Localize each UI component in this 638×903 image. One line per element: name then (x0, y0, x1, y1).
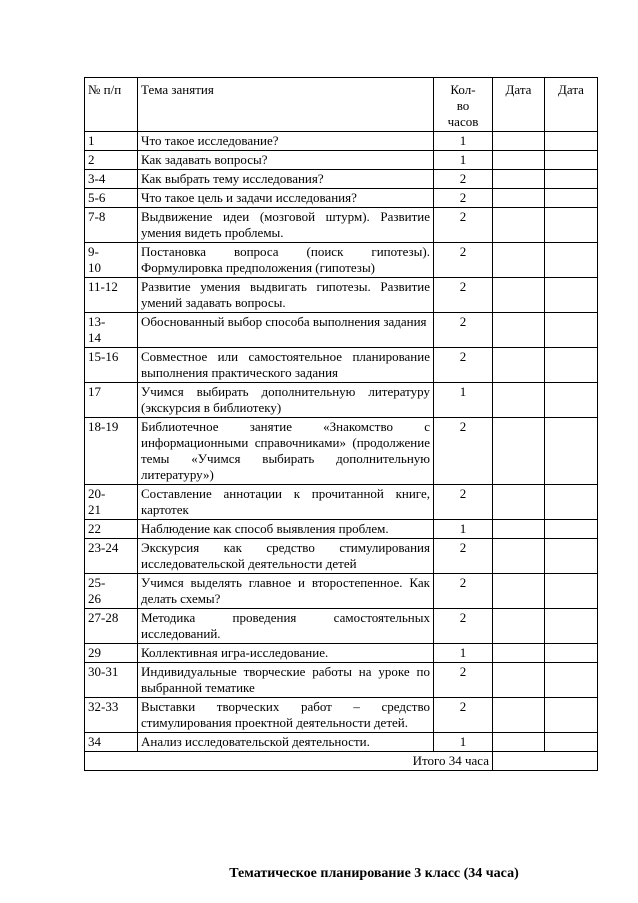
row-date-2 (545, 574, 598, 609)
table-row (85, 278, 598, 313)
row-num: 20- 21 (85, 485, 138, 520)
row-date-1 (493, 189, 545, 208)
row-date-1 (493, 644, 545, 663)
table-row (85, 208, 598, 243)
row-date-1 (493, 733, 545, 752)
row-topic: Составление аннотации к прочитанной книге, картотек (138, 485, 434, 520)
row-num: 32-33 (85, 698, 138, 733)
row-hours: 2 (434, 278, 493, 313)
row-topic: Выставки творческих работ – средство стимулирования проектной деятельности детей. (138, 698, 434, 733)
row-date-2 (545, 278, 598, 313)
row-num: 13- 14 (85, 313, 138, 348)
row-topic: Экскурсия как средство стимулирования исследовательской деятельности детей (138, 539, 434, 574)
header-topic: Тема занятия (138, 78, 434, 132)
row-hours: 2 (434, 170, 493, 189)
row-date-1 (493, 278, 545, 313)
row-num: 25- 26 (85, 574, 138, 609)
header-date-2: Дата (545, 78, 598, 132)
row-num: 29 (85, 644, 138, 663)
row-topic: Выдвижение идеи (мозговой штурм). Развитие умения видеть проблемы. (138, 208, 434, 243)
page-title: Тематическое планирование 3 класс (34 часа) (229, 866, 519, 881)
table-row (85, 520, 598, 539)
row-num: 34 (85, 733, 138, 752)
total-row (85, 752, 598, 771)
row-date-1 (493, 418, 545, 485)
row-hours: 2 (434, 574, 493, 609)
row-date-1 (493, 348, 545, 383)
row-num: 3-4 (85, 170, 138, 189)
row-date-1 (493, 520, 545, 539)
row-num: 9- 10 (85, 243, 138, 278)
table-row (85, 243, 598, 278)
row-date-2 (545, 698, 598, 733)
row-hours: 2 (434, 189, 493, 208)
row-date-1 (493, 151, 545, 170)
row-hours: 2 (434, 418, 493, 485)
row-date-2 (545, 208, 598, 243)
row-topic: Что такое цель и задачи исследования? (138, 189, 434, 208)
row-topic: Обоснованный выбор способа выполнения задания (138, 313, 434, 348)
table-row (85, 348, 598, 383)
row-date-1 (493, 208, 545, 243)
row-topic: Наблюдение как способ выявления проблем. (138, 520, 434, 539)
row-date-2 (545, 243, 598, 278)
table-row (85, 574, 598, 609)
table-header-row (85, 78, 598, 132)
row-topic: Как задавать вопросы? (138, 151, 434, 170)
row-topic: Учимся выбирать дополнительную литературу (экскурсия в библиотеку) (138, 383, 434, 418)
row-date-2 (545, 733, 598, 752)
row-date-2 (545, 151, 598, 170)
row-num: 22 (85, 520, 138, 539)
row-num: 5-6 (85, 189, 138, 208)
row-date-2 (545, 539, 598, 574)
table-row (85, 132, 598, 151)
row-num: 30-31 (85, 663, 138, 698)
row-date-1 (493, 132, 545, 151)
table-row (85, 151, 598, 170)
row-date-1 (493, 485, 545, 520)
row-date-2 (545, 313, 598, 348)
header-num: № п/п (85, 78, 138, 132)
row-topic: Анализ исследовательской деятельности. (138, 733, 434, 752)
row-topic: Что такое исследование? (138, 132, 434, 151)
row-hours: 2 (434, 698, 493, 733)
row-hours: 1 (434, 644, 493, 663)
table-row (85, 539, 598, 574)
header-date-1: Дата (493, 78, 545, 132)
row-num: 7-8 (85, 208, 138, 243)
row-date-2 (545, 383, 598, 418)
row-date-1 (493, 170, 545, 189)
row-date-1 (493, 574, 545, 609)
table-row (85, 189, 598, 208)
row-topic: Совместное или самостоятельное планирование выполнения практического задания (138, 348, 434, 383)
row-hours: 2 (434, 313, 493, 348)
row-hours: 2 (434, 539, 493, 574)
table-row (85, 383, 598, 418)
row-num: 23-24 (85, 539, 138, 574)
row-hours: 1 (434, 520, 493, 539)
row-num: 18-19 (85, 418, 138, 485)
table-row (85, 313, 598, 348)
row-date-2 (545, 644, 598, 663)
row-topic: Коллективная игра-исследование. (138, 644, 434, 663)
row-date-2 (545, 348, 598, 383)
row-topic: Постановка вопроса (поиск гипотезы). Формулировка предположения (гипотезы) (138, 243, 434, 278)
table-row (85, 644, 598, 663)
row-date-2 (545, 609, 598, 644)
row-num: 11-12 (85, 278, 138, 313)
row-num: 17 (85, 383, 138, 418)
row-hours: 2 (434, 348, 493, 383)
table-row (85, 170, 598, 189)
row-hours: 1 (434, 151, 493, 170)
total-label: Итого 34 часа (85, 752, 493, 771)
row-hours: 2 (434, 609, 493, 644)
row-topic: Индивидуальные творческие работы на уроке по выбранной тематике (138, 663, 434, 698)
row-topic: Учимся выделять главное и второстепенное. Как делать схемы? (138, 574, 434, 609)
row-date-2 (545, 189, 598, 208)
row-num: 27-28 (85, 609, 138, 644)
row-date-2 (545, 132, 598, 151)
header-hours: Кол- во часов (434, 78, 493, 132)
row-date-2 (545, 418, 598, 485)
row-hours: 2 (434, 243, 493, 278)
row-date-1 (493, 698, 545, 733)
row-hours: 1 (434, 733, 493, 752)
thematic-plan-table (84, 77, 598, 771)
row-topic: Методика проведения самостоятельных исследований. (138, 609, 434, 644)
table-row (85, 733, 598, 752)
row-date-2 (545, 520, 598, 539)
row-date-1 (493, 539, 545, 574)
row-topic: Библиотечное занятие «Знакомство с информационными справочниками» (продолжение темы «Учимся выбирать дополнительную литературу») (138, 418, 434, 485)
row-date-1 (493, 663, 545, 698)
row-topic: Развитие умения выдвигать гипотезы. Развитие умений задавать вопросы. (138, 278, 434, 313)
row-num: 15-16 (85, 348, 138, 383)
row-date-2 (545, 170, 598, 189)
row-hours: 2 (434, 208, 493, 243)
row-date-2 (545, 485, 598, 520)
table-row (85, 418, 598, 485)
row-num: 2 (85, 151, 138, 170)
row-hours: 2 (434, 663, 493, 698)
table-row (85, 698, 598, 733)
row-date-1 (493, 383, 545, 418)
row-date-1 (493, 609, 545, 644)
row-hours: 2 (434, 485, 493, 520)
row-num: 1 (85, 132, 138, 151)
row-hours: 1 (434, 383, 493, 418)
row-date-1 (493, 243, 545, 278)
row-date-2 (545, 663, 598, 698)
total-empty-cell (493, 752, 598, 771)
row-hours: 1 (434, 132, 493, 151)
row-topic: Как выбрать тему исследования? (138, 170, 434, 189)
table-row (85, 663, 598, 698)
row-date-1 (493, 313, 545, 348)
table-row (85, 609, 598, 644)
table-row (85, 485, 598, 520)
